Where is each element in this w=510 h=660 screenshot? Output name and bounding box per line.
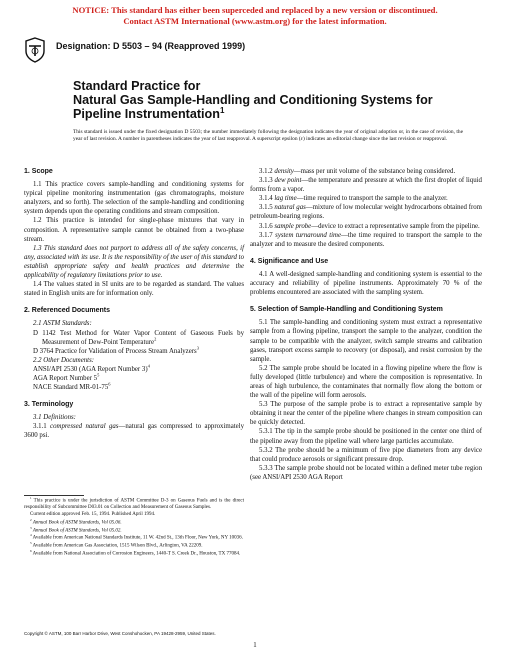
para-5-1: 5.1 The sample-handling and conditioning system must extract a representative sample from a flowing pipeline, transport the sample to the analyzer, condition the sample to be compatible with the analyzer, switch sample streams and calibration gases, transport excess sample to recovery (or disposal), and resist corrosion by the sample. xyxy=(250,319,482,363)
astm-logo-icon xyxy=(24,37,46,63)
para-1-3: 1.3 This standard does not purport to address all of the safety concerns, if any, associated with its use. It is the responsibility of the user of this standard to establish appropriate safety and health practices and determine the applicability of regulatory limitations prior to use. xyxy=(24,244,244,280)
para-5-3-1: 5.3.1 The tip in the sample probe should be positioned in the center one third of the pipeline away from the pipeline wall where large particles accumulate. xyxy=(250,428,482,445)
ref-d3764: D 3764 Practice for Validation of Process Stream Analyzers$^3$ xyxy=(33,345,199,355)
para-1-2: 1.2 This practice is intended for single-phase mixtures that vary in composition. A representative sample cannot be obtained from a two-phase stream. xyxy=(24,217,244,243)
supersession-notice xyxy=(0,5,510,27)
document-title xyxy=(73,80,453,121)
footnote-2: $^2$ Annual Book of ASTM Standards, Vol 05.06. xyxy=(30,517,122,526)
footnote-6: $^6$ Available from National Association of Corrosion Engineers, 1440-T S. Creek Dr., Houston, TX 77084. xyxy=(30,549,241,558)
ref-aga-5: AGA Report Number $5^5$ xyxy=(33,372,100,382)
para-5-3-2: 5.3.2 The probe should be a minimum of five pipe diameters from any device that could produce aerosols or significant pressure drop. xyxy=(250,446,482,463)
title-line-1: Standard Practice for xyxy=(73,79,201,93)
ref-nace: NACE Standard $MR-01-75^6$ xyxy=(33,381,111,392)
section-selection-heading: 5. Selection of Sample-Handling and Conditioning System xyxy=(250,306,443,314)
para-1-4: 1.4 The values stated in SI units are to be regarded as standard. The values stated in English units are for information only. xyxy=(24,281,244,298)
para-1-1: 1.1 This practice covers sample-handling and conditioning systems for typical pipeline monitoring instrumentation (gas chromatographs, moisture analyzers, and so forth). The selection of the sample-handling and conditioning system depends upon the operating conditions and stream composition. xyxy=(24,181,244,216)
para-5-3-3: 5.3.3 The sample probe should not be located within a defined meter tube region (see ANSI/API 2530 AGA Report xyxy=(250,464,482,481)
footnote-3: $^3$ Annual Book of ASTM Standards, Vol 05.02. xyxy=(30,525,122,534)
para-3-1-3: 3.1.3 dew point—the temperature and pressure at which the first droplet of liquid forms from a vapor. xyxy=(250,177,482,194)
left-column xyxy=(24,167,244,441)
para-3-1-4: 3.1.4 lag time—time required to transport the sample to the analyzer. xyxy=(259,195,448,203)
section-referenced-docs-heading: 2. Referenced Documents xyxy=(24,307,110,315)
footnote-1b: Current edition approved Feb. 15, 1994. Published April 1994. xyxy=(30,512,156,518)
title-line-3: Pipeline Instrumentation$^1$ xyxy=(73,105,225,121)
para-3-1-2: 3.1.2 density—mass per unit volume of the substance being considered. xyxy=(259,168,456,175)
footnote-4: $^4$ Available from American National Standards Institute, 11 W. 42nd St., 13th Floor, New York, NY 10036. xyxy=(30,533,243,542)
footnote-1: $^1$ This practice is under the jurisdiction of ASTM Committee D-3 on Gaseous Fuels and is the direct responsibility of Subcommittee D03.01 on Collection and Measurement of Gaseous Samples. xyxy=(24,496,244,510)
notice-line-1: NOTICE: This standard has either been superceded and replaced by a new version or discontinued. xyxy=(72,5,438,15)
page-number: 1 xyxy=(253,642,257,649)
para-3-1-5: 3.1.5 natural gas—mixture of low molecular weight hydrocarbons obtained from petroleum-bearing regions. xyxy=(250,204,483,221)
footnotes xyxy=(24,498,244,559)
para-2-1: 2.1 ASTM Standards: xyxy=(33,320,92,328)
footnote-divider xyxy=(24,495,84,496)
title-line-2: Natural Gas Sample-Handling and Conditioning Systems for xyxy=(73,92,433,107)
para-3-1-6: 3.1.6 sample probe—device to extract a representative sample from the pipeline. xyxy=(259,222,480,230)
designation: Designation: D 5503 – 94 (Reapproved 1999) xyxy=(56,41,246,51)
right-column xyxy=(250,167,482,482)
section-scope-heading: 1. Scope xyxy=(24,168,53,175)
para-5-2: 5.2 The sample probe should be located in a flowing pipeline where the flow is fully developed (little turbulence) and where the composition is representative. In areas of high turbulence, the contaminates that normally flow along the bottom or the wall of the pipeline will form aerosols. xyxy=(250,364,482,400)
ref-api-2530: ANSI/API 2530 (AGA Report Number 3)$^4$ xyxy=(33,363,150,373)
para-3-1-1: 3.1.1 compressed natural gas—natural gas compressed to approximately 3600 psi. xyxy=(24,423,244,440)
notice-line-2: Contact ASTM International (www.astm.org) for the latest information. xyxy=(123,16,387,26)
para-5-3: 5.3 The purpose of the sample probe is to extract a representative sample by obtaining it near the center of the pipeline where changes in stream composition can be quickly detected. xyxy=(250,401,482,427)
copyright-line: Copyright © ASTM, 100 Barr Harbor Drive, West Conshohocken, PA 19428-2959, United States. xyxy=(24,631,216,636)
section-terminology-heading: 3. Terminology xyxy=(24,401,74,409)
ref-d1142: D 1142 Test Method for Water Vapor Content of Gaseous Fuels by Measurement of Dew-Point Temperature$^2$ xyxy=(33,329,244,346)
para-3-1: 3.1 Definitions: xyxy=(33,414,76,422)
para-4-1: 4.1 A well-designed sample-handling and conditioning system is essential to the accuracy and reliability of pipeline instruments. Approximately 70 % of the problems encountered are associated with the sampling system. xyxy=(250,270,482,297)
footnote-5: $^5$ Available from American Gas Association, 1515 Wilson Blvd., Arlington, VA 22209. xyxy=(30,541,203,550)
issuance-note: This standard is issued under the fixed designation D 5503; the number immediately following the designation indicates the year of original adoption or, in the case of revision, the year of last revision. A number in parentheses indicates the year of last reapproval. A superscript epsilon (ε) indicates an editorial change since the last revision or reapproval. xyxy=(73,129,463,142)
para-2-2: 2.2 Other Documents: xyxy=(33,356,95,364)
section-significance-heading: 4. Significance and Use xyxy=(250,257,329,265)
para-3-1-7: 3.1.7 system turnaround time—the time required to transport the sample to the analyzer and to measure the desired components. xyxy=(250,231,482,248)
